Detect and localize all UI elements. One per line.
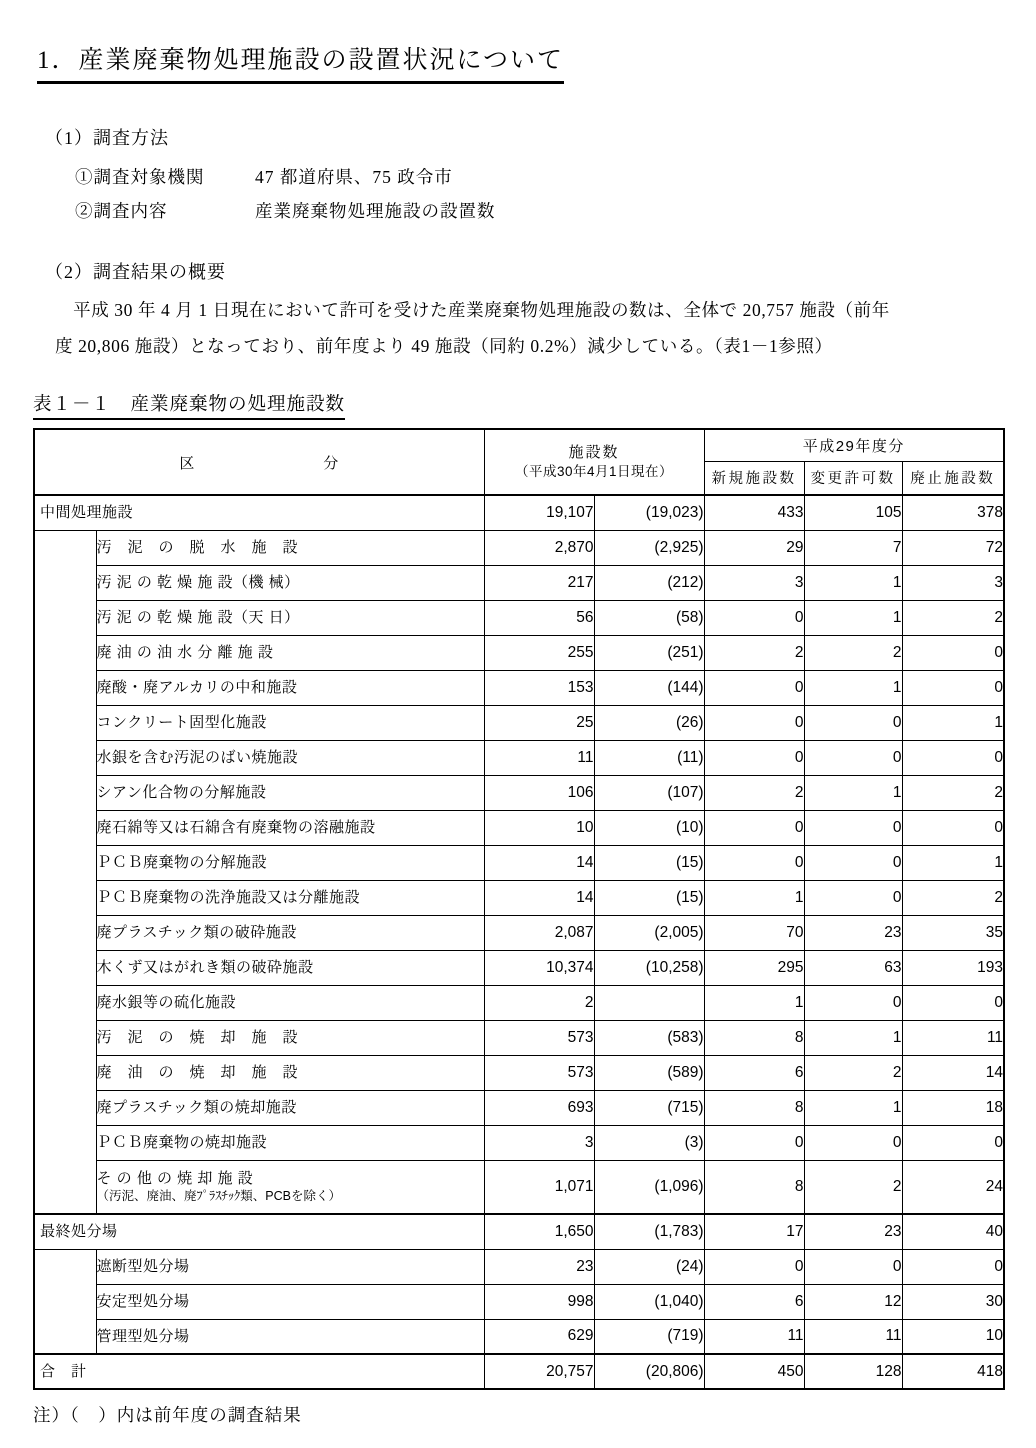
facility-count-cell: 2,870 (484, 530, 594, 565)
facility-count-cell: 998 (484, 1284, 594, 1319)
facility-count-cell: 106 (484, 775, 594, 810)
row-label: 安定型処分場 (96, 1284, 484, 1319)
change-permits-cell: 0 (804, 1125, 902, 1160)
facility-count-cell: 1,071 (484, 1160, 594, 1214)
facility-count-cell: 629 (484, 1319, 594, 1354)
abolished-facilities-cell: 10 (902, 1319, 1004, 1354)
facility-count-cell: 20,757 (484, 1354, 594, 1389)
table-caption: 表１－１ 産業廃棄物の処理施設数 (33, 390, 1003, 416)
table-body (34, 495, 1004, 1389)
abolished-facilities-cell: 2 (902, 600, 1004, 635)
new-facilities-cell: 0 (704, 1249, 804, 1284)
new-facilities-cell: 3 (704, 565, 804, 600)
abolished-facilities-cell: 24 (902, 1160, 1004, 1214)
new-facilities-cell: 29 (704, 530, 804, 565)
row-label: 木くず又はがれき類の破砕施設 (96, 950, 484, 985)
abolished-facilities-cell: 2 (902, 775, 1004, 810)
change-permits-cell: 23 (804, 1214, 902, 1249)
header-category: 区 分 (34, 429, 484, 495)
new-facilities-cell: 0 (704, 810, 804, 845)
table-row (34, 705, 1004, 740)
change-permits-cell: 0 (804, 880, 902, 915)
abolished-facilities-cell: 0 (902, 740, 1004, 775)
facility-count-cell: 1,650 (484, 1214, 594, 1249)
prev-year-count-cell: (15) (594, 845, 704, 880)
row-label: 遮断型処分場 (96, 1249, 484, 1284)
change-permits-cell: 2 (804, 635, 902, 670)
section-survey-results (33, 258, 1003, 364)
facility-count-cell: 14 (484, 880, 594, 915)
row-label: ＰＣＢ廃棄物の洗浄施設又は分離施設 (96, 880, 484, 915)
new-facilities-cell: 6 (704, 1055, 804, 1090)
change-permits-cell: 12 (804, 1284, 902, 1319)
new-facilities-cell: 70 (704, 915, 804, 950)
abolished-facilities-cell: 11 (902, 1020, 1004, 1055)
change-permits-cell: 128 (804, 1354, 902, 1389)
change-permits-cell: 0 (804, 705, 902, 740)
row-label: 汚 泥 の 乾 燥 施 設（天 日） (96, 600, 484, 635)
row-label: シアン化合物の分解施設 (96, 775, 484, 810)
row-label: 汚 泥 の 乾 燥 施 設（機 械） (96, 565, 484, 600)
new-facilities-cell: 295 (704, 950, 804, 985)
abolished-facilities-cell: 0 (902, 985, 1004, 1020)
table-row (34, 565, 1004, 600)
change-permits-cell: 63 (804, 950, 902, 985)
facility-count-cell: 255 (484, 635, 594, 670)
facility-count-cell: 19,107 (484, 495, 594, 530)
header-new-facilities: 新規施設数 (704, 461, 804, 495)
row-label: 廃水銀等の硫化施設 (96, 985, 484, 1020)
table-row (34, 1214, 1004, 1249)
abolished-facilities-cell: 0 (902, 1125, 1004, 1160)
facility-stats-table (33, 428, 1005, 1390)
change-permits-cell: 2 (804, 1055, 902, 1090)
facility-count-cell: 25 (484, 705, 594, 740)
row-label: 水銀を含む汚泥のばい焼施設 (96, 740, 484, 775)
prev-year-count-cell: (20,806) (594, 1354, 704, 1389)
facility-count-cell: 153 (484, 670, 594, 705)
abolished-facilities-cell: 1 (902, 845, 1004, 880)
header-fy29-group: 平成29年度分 (704, 429, 1004, 461)
abolished-facilities-cell: 30 (902, 1284, 1004, 1319)
row-label: 廃 油 の 油 水 分 離 施 設 (96, 635, 484, 670)
header-count-line2: （平成30年4月1日現在） (515, 464, 674, 480)
row-label: 中間処理施設 (34, 495, 484, 530)
table-row (34, 1319, 1004, 1354)
prev-year-count-cell: (2,005) (594, 915, 704, 950)
new-facilities-cell: 1 (704, 985, 804, 1020)
new-facilities-cell: 2 (704, 635, 804, 670)
change-permits-cell: 2 (804, 1160, 902, 1214)
abolished-facilities-cell: 2 (902, 880, 1004, 915)
header-abolished-facilities: 廃止施設数 (902, 461, 1004, 495)
survey-target-row (75, 160, 1003, 194)
facility-count-cell: 10,374 (484, 950, 594, 985)
page-title: 1．産業廃棄物処理施設の設置状況について (37, 40, 564, 84)
survey-target-label: ①調査対象機関 (75, 167, 205, 187)
prev-year-count-cell: (19,023) (594, 495, 704, 530)
row-label: 汚 泥 の 脱 水 施 設 (96, 530, 484, 565)
new-facilities-cell: 11 (704, 1319, 804, 1354)
row-label: そ の 他 の 焼 却 施 設 （汚泥、廃油、廃ﾌﾟﾗｽﾁｯｸ類、PCBを除く） (96, 1160, 484, 1214)
prev-year-count-cell: (589) (594, 1055, 704, 1090)
facility-count-cell: 10 (484, 810, 594, 845)
prev-year-count-cell: (715) (594, 1090, 704, 1125)
table-row (34, 950, 1004, 985)
survey-results-paragraph (33, 292, 1003, 364)
facility-count-cell: 217 (484, 565, 594, 600)
table-row (34, 845, 1004, 880)
survey-content-row (75, 194, 1003, 228)
new-facilities-cell: 0 (704, 705, 804, 740)
row-indent-cell (34, 530, 96, 1214)
change-permits-cell: 1 (804, 670, 902, 705)
survey-content-label: ②調査内容 (75, 201, 168, 221)
facility-count-cell: 23 (484, 1249, 594, 1284)
new-facilities-cell: 0 (704, 845, 804, 880)
facility-count-cell: 2,087 (484, 915, 594, 950)
table-row (34, 1090, 1004, 1125)
change-permits-cell: 1 (804, 565, 902, 600)
abolished-facilities-cell: 72 (902, 530, 1004, 565)
change-permits-cell: 0 (804, 985, 902, 1020)
table-row (34, 915, 1004, 950)
abolished-facilities-cell: 193 (902, 950, 1004, 985)
prev-year-count-cell: (10) (594, 810, 704, 845)
section-survey-method (33, 124, 1003, 228)
new-facilities-cell: 8 (704, 1020, 804, 1055)
row-label: 汚 泥 の 焼 却 施 設 (96, 1020, 484, 1055)
footnote: 注）（ ）内は前年度の調査結果 (33, 1405, 302, 1425)
facility-count-cell: 2 (484, 985, 594, 1020)
abolished-facilities-cell: 18 (902, 1090, 1004, 1125)
table-row (34, 1249, 1004, 1284)
row-label: 最終処分場 (34, 1214, 484, 1249)
table-header (34, 429, 1004, 495)
change-permits-cell: 1 (804, 1020, 902, 1055)
prev-year-count-cell: (212) (594, 565, 704, 600)
change-permits-cell: 0 (804, 1249, 902, 1284)
change-permits-cell: 1 (804, 600, 902, 635)
change-permits-cell: 1 (804, 1090, 902, 1125)
row-label: コンクリート固型化施設 (96, 705, 484, 740)
change-permits-cell: 11 (804, 1319, 902, 1354)
prev-year-count-cell: (719) (594, 1319, 704, 1354)
table-row (34, 635, 1004, 670)
change-permits-cell: 0 (804, 740, 902, 775)
row-label: 廃酸・廃アルカリの中和施設 (96, 670, 484, 705)
prev-year-count-cell: (11) (594, 740, 704, 775)
prev-year-count-cell: (583) (594, 1020, 704, 1055)
prev-year-count-cell: (15) (594, 880, 704, 915)
row-label: 廃プラスチック類の焼却施設 (96, 1090, 484, 1125)
survey-method-heading: （1）調査方法 (45, 128, 169, 148)
abolished-facilities-cell: 14 (902, 1055, 1004, 1090)
table-row (34, 985, 1004, 1020)
prev-year-count-cell: (1,096) (594, 1160, 704, 1214)
new-facilities-cell: 2 (704, 775, 804, 810)
row-label: 廃 油 の 焼 却 施 設 (96, 1055, 484, 1090)
row-label: 合 計 (34, 1354, 484, 1389)
row-sublabel: （汚泥、廃油、廃ﾌﾟﾗｽﾁｯｸ類、PCBを除く） (96, 1188, 341, 1203)
new-facilities-cell: 8 (704, 1090, 804, 1125)
row-label: ＰＣＢ廃棄物の焼却施設 (96, 1125, 484, 1160)
paragraph-line: 平成 30 年 4 月 1 日現在において許可を受けた産業廃棄物処理施設の数は、全体で 20,757 施設（前年 (55, 300, 890, 320)
facility-count-cell: 56 (484, 600, 594, 635)
header-change-permits: 変更許可数 (804, 461, 902, 495)
prev-year-count-cell: (107) (594, 775, 704, 810)
new-facilities-cell: 0 (704, 740, 804, 775)
table-row (34, 1020, 1004, 1055)
table-row (34, 810, 1004, 845)
table-row (34, 670, 1004, 705)
abolished-facilities-cell: 418 (902, 1354, 1004, 1389)
row-label: ＰＣＢ廃棄物の分解施設 (96, 845, 484, 880)
header-facility-count (484, 429, 704, 495)
prev-year-count-cell: (1,783) (594, 1214, 704, 1249)
change-permits-cell: 0 (804, 845, 902, 880)
table-row (34, 1160, 1004, 1214)
facility-count-cell: 11 (484, 740, 594, 775)
abolished-facilities-cell: 378 (902, 495, 1004, 530)
abolished-facilities-cell: 3 (902, 565, 1004, 600)
abolished-facilities-cell: 35 (902, 915, 1004, 950)
row-indent-cell (34, 1249, 96, 1354)
abolished-facilities-cell: 0 (902, 810, 1004, 845)
abolished-facilities-cell: 0 (902, 1249, 1004, 1284)
abolished-facilities-cell: 0 (902, 670, 1004, 705)
paragraph-line: 度 20,806 施設）となっており、前年度より 49 施設（同約 0.2%）減少している。（表1－1参照） (55, 336, 833, 356)
table-row (34, 740, 1004, 775)
prev-year-count-cell (594, 985, 704, 1020)
prev-year-count-cell: (251) (594, 635, 704, 670)
facility-count-cell: 3 (484, 1125, 594, 1160)
table-row (34, 1354, 1004, 1389)
prev-year-count-cell: (58) (594, 600, 704, 635)
change-permits-cell: 1 (804, 775, 902, 810)
new-facilities-cell: 450 (704, 1354, 804, 1389)
facility-count-cell: 693 (484, 1090, 594, 1125)
new-facilities-cell: 8 (704, 1160, 804, 1214)
table-row (34, 1284, 1004, 1319)
facility-count-cell: 573 (484, 1055, 594, 1090)
change-permits-cell: 105 (804, 495, 902, 530)
table-row (34, 1125, 1004, 1160)
change-permits-cell: 7 (804, 530, 902, 565)
survey-target-value: 47 都道府県、75 政令市 (255, 167, 453, 187)
survey-method-items (33, 160, 1003, 228)
row-label: 廃石綿等又は石綿含有廃棄物の溶融施設 (96, 810, 484, 845)
prev-year-count-cell: (3) (594, 1125, 704, 1160)
new-facilities-cell: 17 (704, 1214, 804, 1249)
facility-count-cell: 14 (484, 845, 594, 880)
new-facilities-cell: 0 (704, 600, 804, 635)
change-permits-cell: 23 (804, 915, 902, 950)
prev-year-count-cell: (1,040) (594, 1284, 704, 1319)
survey-content-value: 産業廃棄物処理施設の設置数 (255, 201, 496, 221)
facility-count-cell: 573 (484, 1020, 594, 1055)
header-count-line1: 施設数 (568, 443, 620, 461)
new-facilities-cell: 1 (704, 880, 804, 915)
row-label: 管理型処分場 (96, 1319, 484, 1354)
table-row (34, 880, 1004, 915)
table-row (34, 775, 1004, 810)
table-row (34, 495, 1004, 530)
abolished-facilities-cell: 40 (902, 1214, 1004, 1249)
prev-year-count-cell: (144) (594, 670, 704, 705)
table-row (34, 1055, 1004, 1090)
prev-year-count-cell: (24) (594, 1249, 704, 1284)
abolished-facilities-cell: 1 (902, 705, 1004, 740)
new-facilities-cell: 6 (704, 1284, 804, 1319)
prev-year-count-cell: (10,258) (594, 950, 704, 985)
new-facilities-cell: 0 (704, 670, 804, 705)
survey-results-heading: （2）調査結果の概要 (45, 262, 226, 282)
abolished-facilities-cell: 0 (902, 635, 1004, 670)
table-row (34, 530, 1004, 565)
row-label: 廃プラスチック類の破砕施設 (96, 915, 484, 950)
table-row (34, 600, 1004, 635)
change-permits-cell: 0 (804, 810, 902, 845)
new-facilities-cell: 433 (704, 495, 804, 530)
prev-year-count-cell: (26) (594, 705, 704, 740)
prev-year-count-cell: (2,925) (594, 530, 704, 565)
new-facilities-cell: 0 (704, 1125, 804, 1160)
